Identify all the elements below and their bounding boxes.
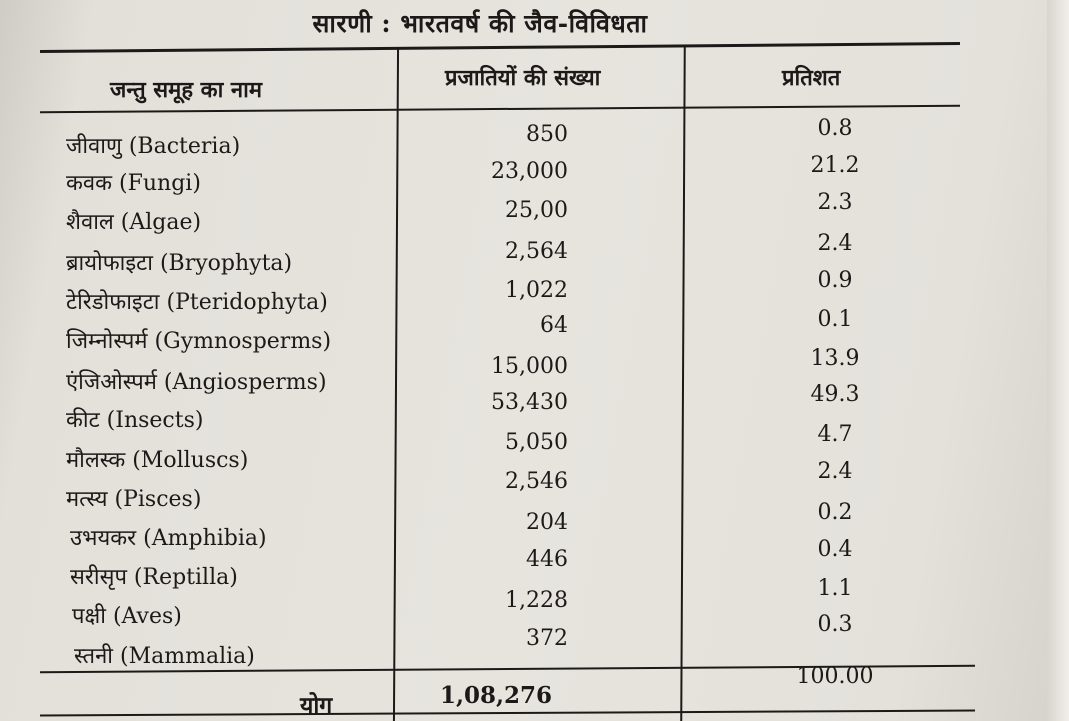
row-name: जिम्नोस्पर्म (Gymnosperms) — [66, 329, 332, 354]
row-count: 5,050 — [505, 430, 568, 455]
row-name: जीवाणु (Bacteria) — [66, 134, 241, 159]
row-percent: 0.4 — [817, 537, 853, 562]
row-percent: 49.3 — [810, 382, 860, 407]
top-rule — [40, 42, 960, 53]
row-name: एंजिओस्पर्म (Angiosperms) — [66, 370, 327, 395]
row-percent: 0.2 — [817, 500, 853, 525]
row-count: 23,000 — [491, 159, 568, 184]
row-name: कीट (Insects) — [66, 408, 204, 433]
total-label: योग — [300, 692, 333, 719]
row-name: स्तनी (Mammalia) — [74, 644, 255, 669]
row-count: 53,430 — [491, 390, 568, 415]
row-name: मत्स्य (Pisces) — [66, 487, 202, 512]
row-name: मौलस्क (Molluscs) — [66, 448, 249, 473]
row-name: शैवाल (Algae) — [66, 210, 202, 235]
header-percent: प्रतिशत — [782, 65, 841, 91]
row-count: 1,022 — [505, 278, 568, 303]
bottom-rule — [40, 710, 975, 717]
header-group: जन्तु समूह का नाम — [110, 77, 262, 103]
row-count: 2,564 — [505, 239, 568, 264]
row-count: 15,000 — [491, 354, 568, 379]
row-name: टेरिडोफाइटा (Pteridophyta) — [66, 290, 328, 315]
table-title: सारणी : भारतवर्ष की जैव-विविधता — [312, 9, 648, 38]
row-count: 204 — [526, 510, 568, 535]
row-percent: 13.9 — [810, 346, 860, 371]
row-percent: 0.3 — [817, 612, 853, 637]
row-count: 2,546 — [505, 469, 568, 494]
row-percent: 0.8 — [817, 116, 853, 141]
total-count: 1,08,276 — [440, 682, 553, 709]
row-name: पक्षी (Aves) — [72, 604, 182, 629]
row-percent: 4.7 — [817, 422, 853, 447]
row-percent: 2.4 — [817, 231, 853, 256]
row-count: 446 — [526, 547, 568, 572]
row-name: उभयकर (Amphibia) — [70, 526, 267, 551]
row-count: 372 — [526, 626, 568, 651]
total-percent: 100.00 — [796, 664, 874, 689]
row-count: 64 — [540, 313, 568, 338]
row-percent: 1.1 — [817, 576, 853, 601]
table-row — [0, 231, 1069, 281]
row-name: सरीसृप (Reptilla) — [70, 565, 238, 590]
row-percent: 0.9 — [817, 268, 853, 293]
row-count: 25,00 — [505, 198, 568, 223]
header-rule — [40, 105, 960, 113]
row-percent: 0.1 — [817, 307, 853, 332]
row-name: ब्रायोफाइटा (Bryophyta) — [66, 251, 293, 276]
row-count: 1,228 — [505, 588, 568, 613]
header-species: प्रजातियों की संख्या — [445, 65, 601, 91]
row-count: 850 — [526, 122, 568, 147]
row-name: कवक (Fungi) — [66, 171, 201, 196]
row-percent: 2.3 — [817, 190, 853, 215]
table-row — [0, 190, 1069, 242]
row-percent: 2.4 — [817, 459, 853, 484]
row-percent: 21.2 — [810, 153, 860, 178]
